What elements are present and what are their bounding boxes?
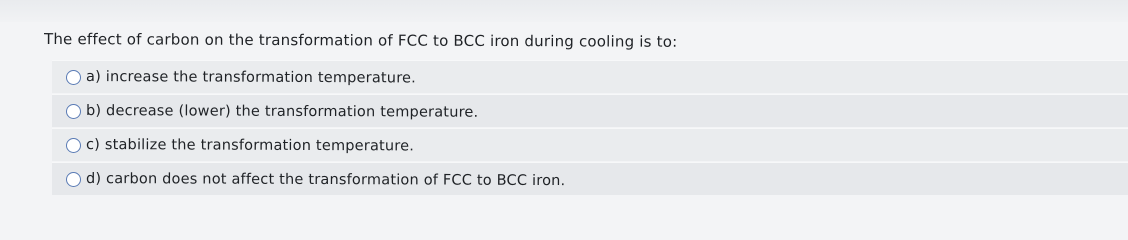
question-text: The effect of carbon on the transformation of FCC to BCC iron during cooling is to: [43, 30, 678, 51]
option-c-label: c) stabilize the transformation temperature. [85, 137, 415, 155]
option-b-label: b) decrease (lower) the transformation temperature. [85, 103, 479, 121]
option-a[interactable] [52, 60, 1128, 93]
option-b[interactable] [52, 94, 1128, 127]
radio-button-b[interactable] [66, 104, 81, 119]
option-c[interactable] [52, 128, 1128, 161]
radio-button-a[interactable] [66, 70, 81, 85]
radio-button-d[interactable] [66, 172, 81, 187]
top-strip [0, 0, 1128, 22]
answer-options [52, 60, 1128, 196]
option-d-label: d) carbon does not affect the transformation of FCC to BCC iron. [85, 171, 566, 190]
option-a-label: a) increase the transformation temperature. [85, 69, 417, 87]
radio-button-c[interactable] [66, 138, 81, 153]
option-d[interactable] [52, 162, 1128, 195]
